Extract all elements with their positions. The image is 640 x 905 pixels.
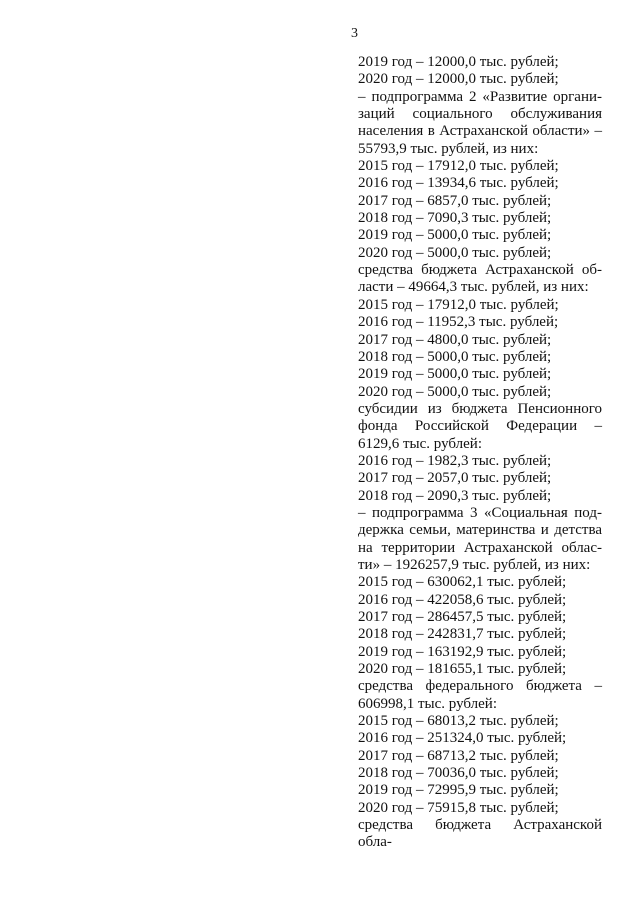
text-line: 2018 год – 7090,3 тыс. рублей;: [358, 210, 552, 227]
text-line: 2019 год – 12000,0 тыс. рублей;: [358, 54, 559, 70]
text-line: 2017 год – 2057,0 тыс. рублей;: [358, 470, 552, 487]
text-line: средства федерального бюджета –: [358, 678, 602, 695]
text-line: 606998,1 тыс. рублей:: [358, 695, 497, 712]
text-line: субсидии из бюджета Пенсионного: [358, 400, 602, 417]
text-line: 2019 год – 5000,0 тыс. рублей;: [358, 227, 552, 244]
text-line: 2020 год – 5000,0 тыс. рублей;: [358, 244, 552, 261]
text-line: 6129,6 тыс. рублей:: [358, 435, 482, 452]
text-line: 2018 год – 2090,3 тыс. рублей;: [358, 487, 552, 504]
text-line: фонда Российской Федерации –: [358, 418, 602, 435]
text-line: 2018 год – 5000,0 тыс. рублей;: [358, 348, 552, 365]
text-line: 2017 год – 4800,0 тыс. рублей;: [358, 331, 552, 348]
text-line: 2015 год – 17912,0 тыс. рублей;: [358, 158, 559, 175]
text-line: – подпрограмма 3 «Социальная под-: [358, 504, 602, 521]
text-line: 55793,9 тыс. рублей, из них:: [358, 140, 539, 157]
text-line: 2018 год – 70036,0 тыс. рублей;: [358, 765, 559, 782]
text-line: населения в Астраханской области» –: [358, 123, 602, 140]
text-line: 2017 год – 68713,2 тыс. рублей;: [358, 747, 559, 764]
text-line: ти» – 1926257,9 тыс. рублей, из них:: [358, 556, 591, 573]
text-line: 2020 год – 5000,0 тыс. рублей;: [358, 383, 552, 400]
text-line: 2018 год – 242831,7 тыс. рублей;: [358, 626, 567, 643]
text-line: 2016 год – 1982,3 тыс. рублей;: [358, 452, 552, 469]
page-number: 3: [351, 26, 358, 41]
text-line: 2020 год – 181655,1 тыс. рублей;: [358, 661, 567, 678]
text-line: средства бюджета Астраханской об-: [358, 262, 602, 279]
text-line: средства бюджета Астраханской обла-: [358, 817, 602, 851]
text-line: 2017 год – 6857,0 тыс. рублей;: [358, 192, 552, 209]
text-line: на территории Астраханской облас-: [358, 539, 602, 556]
text-line: 2015 год – 68013,2 тыс. рублей;: [358, 713, 559, 730]
text-line: 2015 год – 630062,1 тыс. рублей;: [358, 574, 567, 591]
text-line: 2019 год – 72995,9 тыс. рублей;: [358, 782, 559, 799]
text-line: 2016 год – 422058,6 тыс. рублей;: [358, 591, 567, 608]
text-line: 2019 год – 5000,0 тыс. рублей;: [358, 366, 552, 383]
text-line: 2020 год – 75915,8 тыс. рублей;: [358, 799, 559, 816]
text-line: – подпрограмма 2 «Развитие органи-: [358, 88, 602, 105]
text-line: 2017 год – 286457,5 тыс. рублей;: [358, 609, 567, 625]
text-line: держка семьи, материнства и детства: [358, 522, 602, 539]
text-line: 2015 год – 17912,0 тыс. рублей;: [358, 296, 559, 313]
text-line: 2019 год – 163192,9 тыс. рублей;: [358, 643, 567, 660]
text-line: заций социального обслуживания: [358, 106, 602, 123]
text-line: ласти – 49664,3 тыс. рублей, из них:: [358, 279, 589, 296]
text-column: [358, 54, 602, 851]
text-line: 2016 год – 11952,3 тыс. рублей;: [358, 314, 559, 331]
text-line: 2020 год – 12000,0 тыс. рублей;: [358, 71, 559, 88]
text-line: 2016 год – 251324,0 тыс. рублей;: [358, 730, 567, 747]
text-line: 2016 год – 13934,6 тыс. рублей;: [358, 175, 559, 192]
